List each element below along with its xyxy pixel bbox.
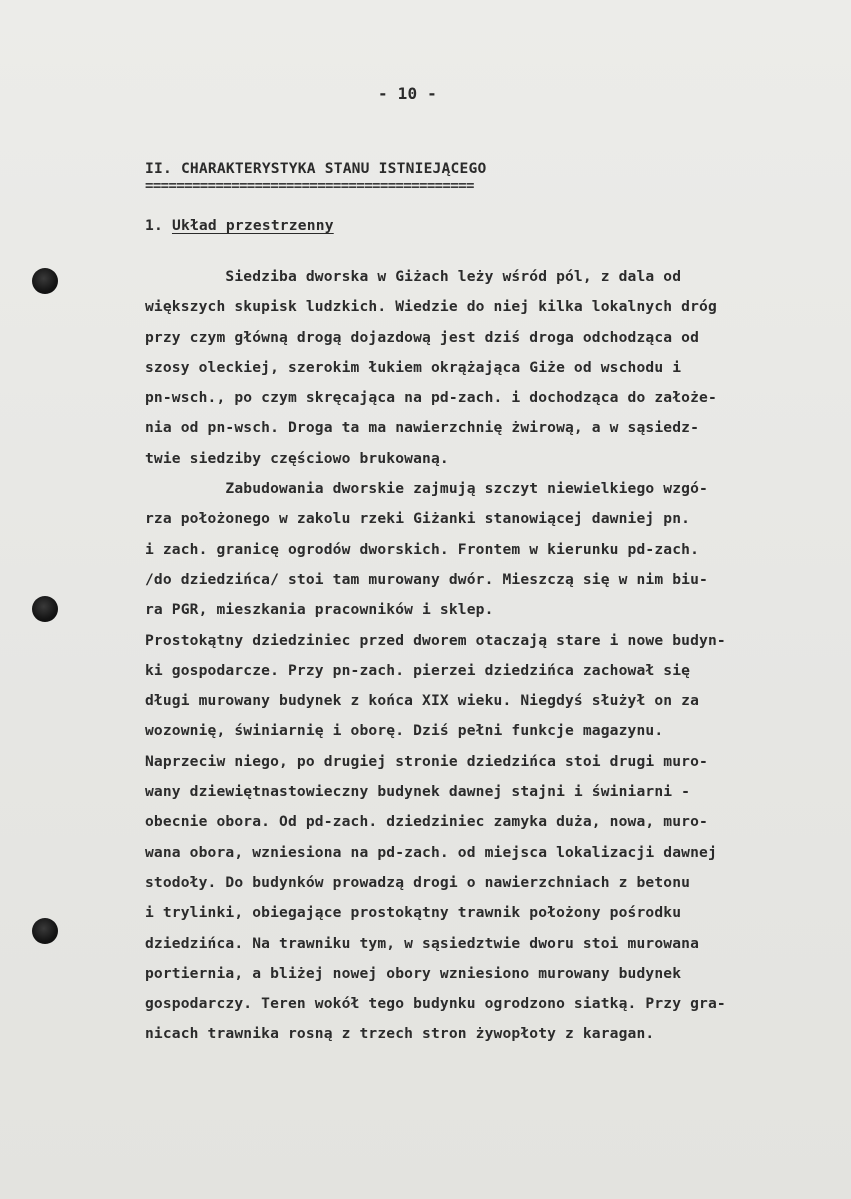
text-line: przy czym główną drogą dojazdową jest dziś droga odchodząca od — [145, 328, 700, 346]
subsection-title: Układ przestrzenny — [171, 217, 334, 234]
text-line: nicach trawnika rosną z trzech stron żywopłoty z karagan. — [145, 1025, 655, 1043]
text-line: stodoły. Do budynków prowadzą drogi o nawierzchniach z betonu — [145, 873, 691, 891]
text-line: obecnie obora. Od pd-zach. dziedziniec zamyka duża, nowa, muro- — [145, 813, 708, 831]
text-line: dziedzińca. Na trawniku tym, w sąsiedztwie dworu stoi murowana — [145, 934, 700, 952]
text-line: Prostokątny dziedziniec przed dworem otaczają stare i nowe budyn- — [145, 631, 726, 649]
text-line: i zach. granicę ogrodów dworskich. Frontem w kierunku pd-zach. — [145, 540, 700, 558]
text-line: gospodarczy. Teren wokół tego budynku ogrodzono siatką. Przy gra- — [145, 995, 726, 1013]
text-line: nia od pn-wsch. Droga ta ma nawierzchnię żwirową, a w sąsiedz- — [145, 419, 700, 437]
text-line: rza położonego w zakolu rzeki Giżanki stanowiącej dawniej pn. — [145, 510, 691, 528]
punch-hole — [32, 596, 58, 622]
punch-hole — [32, 268, 58, 294]
subsection-heading — [145, 217, 334, 234]
section-title: II. CHARAKTERYSTYKA STANU ISTNIEJĄCEGO — [145, 160, 487, 177]
text-line: ki gospodarcze. Przy pn-zach. pierzei dziedzińca zachował się — [145, 661, 691, 679]
text-line: ra PGR, mieszkania pracowników i sklep. — [145, 601, 494, 619]
text-line: i trylinki, obiegające prostokątny trawnik położony pośrodku — [145, 904, 682, 922]
body-text — [145, 262, 726, 1050]
text-line: długi murowany budynek z końca XIX wieku. Niegdyś służył on za — [145, 692, 700, 710]
text-line: pn-wsch., po czym skręcająca na pd-zach. i dochodząca do założe- — [145, 389, 717, 407]
text-line: wany dziewiętnastowieczny budynek dawnej stajni i świniarni - — [145, 783, 691, 801]
punch-hole — [32, 918, 58, 944]
text-line: wana obora, wzniesiona na pd-zach. od miejsca lokalizacji dawnej — [145, 843, 717, 861]
page-number: - 10 - — [378, 84, 437, 103]
text-line: większych skupisk ludzkich. Wiedzie do niej kilka lokalnych dróg — [145, 298, 717, 316]
title-underline: ========================================== — [145, 178, 474, 194]
text-line: twie siedziby częściowo brukowaną. — [145, 449, 449, 467]
text-line: Naprzeciw niego, po drugiej stronie dziedzińca stoi drugi muro- — [145, 752, 708, 770]
text-line: szosy oleckiej, szerokim łukiem okrążająca Giże od wschodu i — [145, 358, 682, 376]
text-line: Siedziba dworska w Giżach leży wśród pól, z dala od — [145, 268, 682, 285]
text-line: portiernia, a bliżej nowej obory wzniesiono murowany budynek — [145, 964, 682, 982]
text-line: /do dziedzińca/ stoi tam murowany dwór. Mieszczą się w nim biu- — [145, 570, 708, 588]
text-line: Zabudowania dworskie zajmują szczyt niewielkiego wzgó- — [145, 480, 708, 498]
subsection-number: 1. — [145, 217, 172, 234]
text-line: wozownię, świniarnię i oborę. Dziś pełni funkcje magazynu. — [145, 722, 664, 740]
